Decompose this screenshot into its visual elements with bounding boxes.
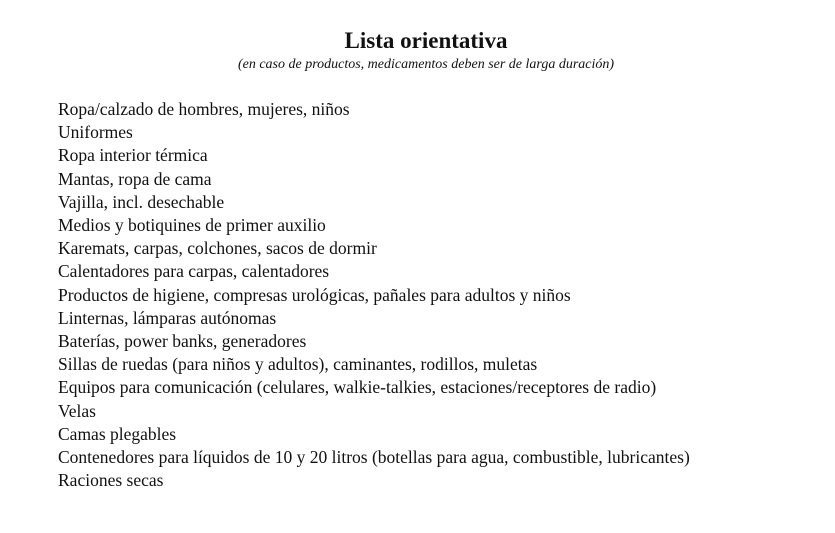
list-item: Baterías, power banks, generadores [58, 331, 307, 352]
list-item: Equipos para comunicación (celulares, walkie-talkies, estaciones/receptores de radio) [58, 377, 657, 398]
list-item: Velas [58, 400, 96, 421]
list-item: Karemats, carpas, colchones, sacos de dormir [58, 238, 377, 259]
list-item: Uniformes [58, 122, 133, 143]
list-item: Productos de higiene, compresas urológicas, pañales para adultos y niños [58, 284, 571, 305]
page-subtitle: (en caso de productos, medicamentos deben ser de larga duración) [237, 57, 615, 72]
item-list [58, 98, 690, 492]
list-item: Raciones secas [58, 470, 164, 491]
list-item: Calentadores para carpas, calentadores [58, 261, 330, 282]
list-item: Mantas, ropa de cama [58, 168, 212, 189]
list-item: Vajilla, incl. desechable [58, 191, 225, 212]
list-item: Sillas de ruedas (para niños y adultos), caminantes, rodillos, muletas [58, 354, 538, 375]
list-item: Medios y botiquines de primer auxilio [58, 215, 326, 236]
page-title: Lista orientativa [344, 28, 508, 53]
list-item: Ropa interior térmica [58, 145, 208, 166]
list-item: Contenedores para líquidos de 10 y 20 litros (botellas para agua, combustible, lubricantes) [58, 447, 690, 468]
list-item: Camas plegables [58, 423, 177, 444]
list-item: Linternas, lámparas autónomas [58, 307, 277, 328]
list-item: Ropa/calzado de hombres, mujeres, niños [58, 99, 350, 119]
